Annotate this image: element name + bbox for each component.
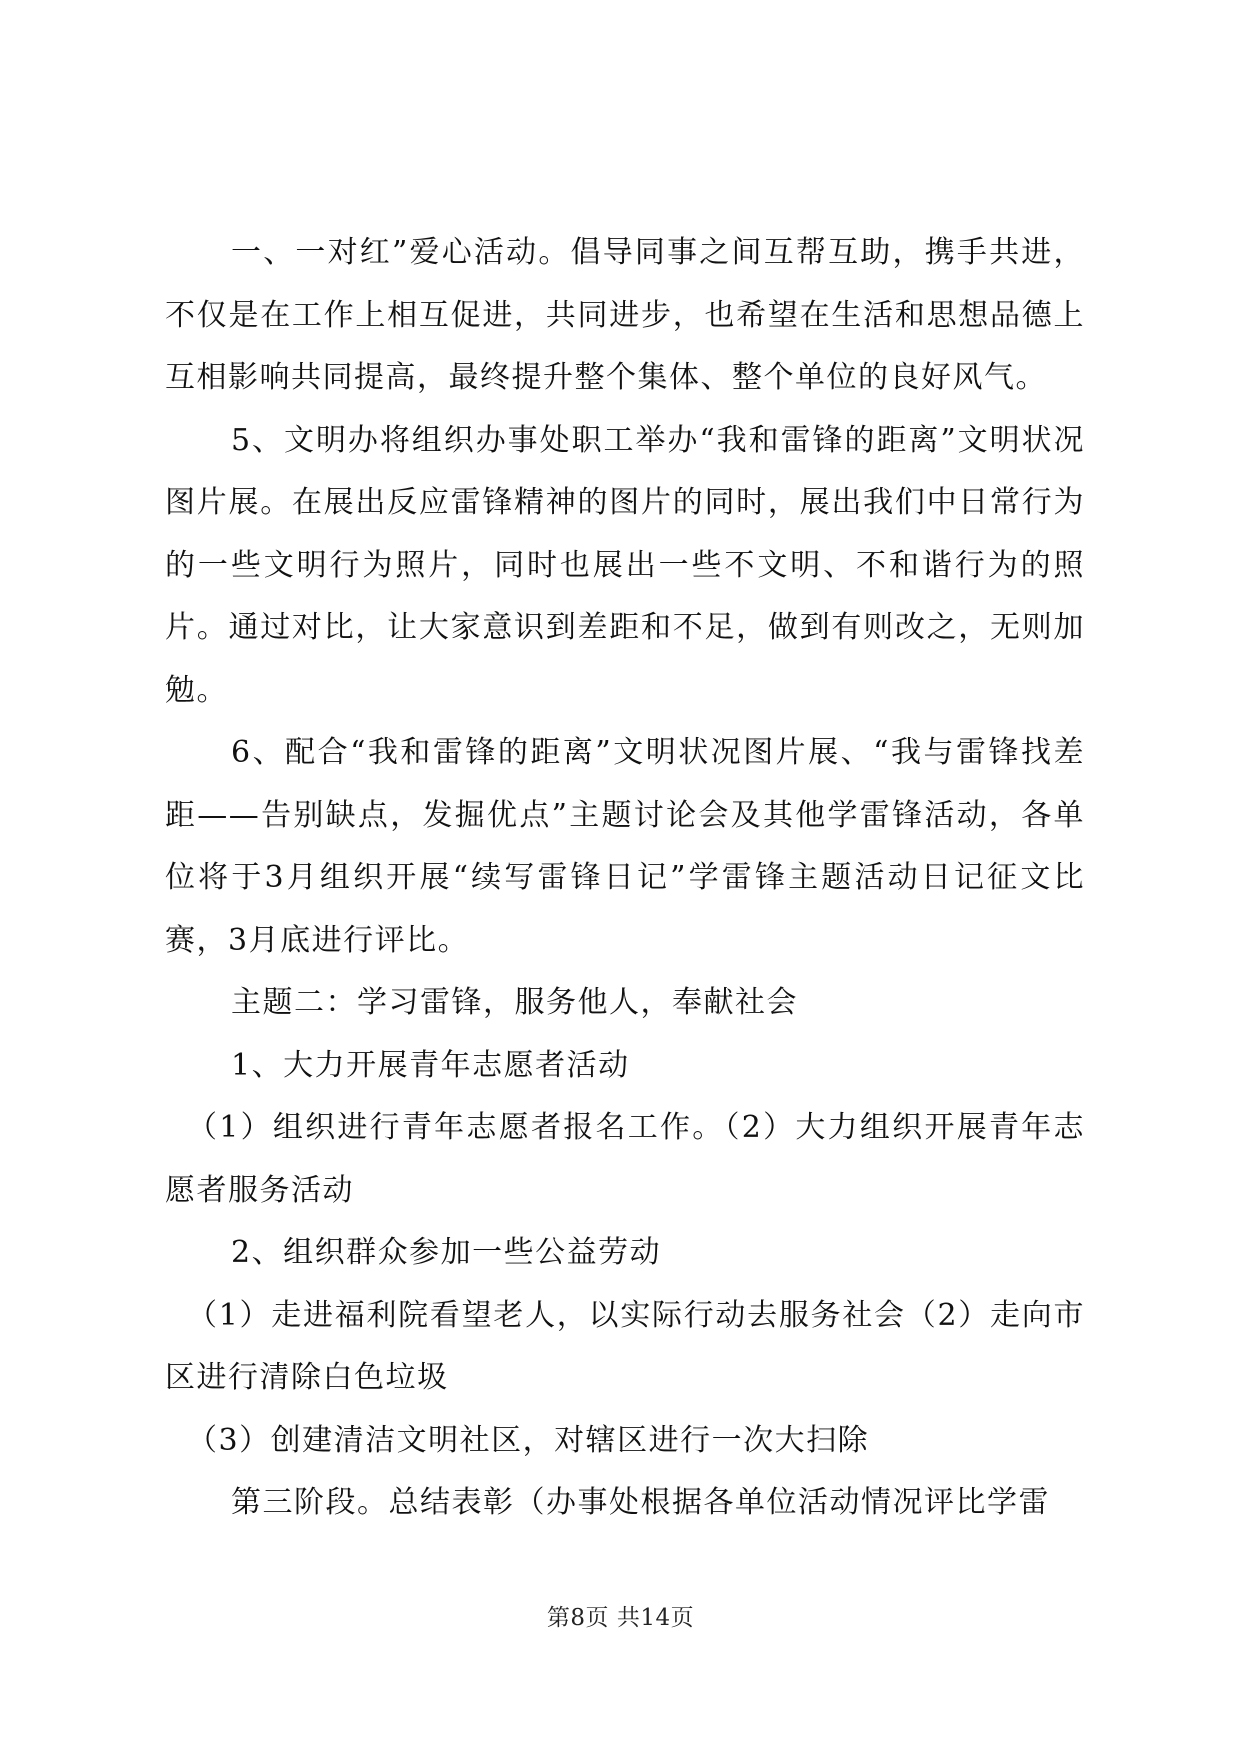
- document-body: [165, 222, 1085, 1535]
- section-heading-theme-two: 主题二：学习雷锋，服务他人，奉献社会: [231, 985, 798, 1020]
- paragraph-aixin-activity: 一、一对红”爱心活动。倡导同事之间互帮互助，携手共进，不仅是在工作上相互促进，共同进步，也希望在生活和思想品德上互相影响共同提高，最终提升整个集体、整个单位的良好风气。: [165, 235, 1085, 395]
- paragraph-diary-contest: 6、配合“我和雷锋的距离”文明状况图片展、“我与雷锋找差距——告别缺点，发掘优点”主题讨论会及其他学雷锋活动，各单位将于3月组织开展“续写雷锋日记”学雷锋主题活动日记征文比赛，3月底进行评比。: [165, 735, 1085, 958]
- sub-item-community-cleanup: （3）创建清洁文明社区，对辖区进行一次大扫除: [187, 1422, 870, 1458]
- paragraph-stage-three: 第三阶段。总结表彰（办事处根据各单位活动情况评比学雷: [231, 1485, 1050, 1520]
- page-number-footer: 第8页 共14页: [546, 1605, 695, 1631]
- sub-item-welfare-visit: （1）走进福利院看望老人，以实际行动去服务社会（2）走向市区进行清除白色垃圾: [165, 1297, 1085, 1395]
- list-item-volunteer-activity: 1、大力开展青年志愿者活动: [231, 1047, 630, 1083]
- list-item-public-labor: 2、组织群众参加一些公益劳动: [231, 1235, 662, 1270]
- paragraph-photo-exhibition: 5、文明办将组织办事处职工举办“我和雷锋的距离”文明状况图片展。在展出反应雷锋精神的图片的同时，展出我们中日常行为的一些文明行为照片，同时也展出一些不文明、不和谐行为的照片。通过对比，让大家意识到差距和不足，做到有则改之，无则加勉。: [165, 422, 1085, 708]
- sub-item-volunteer-steps: （1）组织进行青年志愿者报名工作。（2）大力组织开展青年志愿者服务活动: [165, 1110, 1085, 1208]
